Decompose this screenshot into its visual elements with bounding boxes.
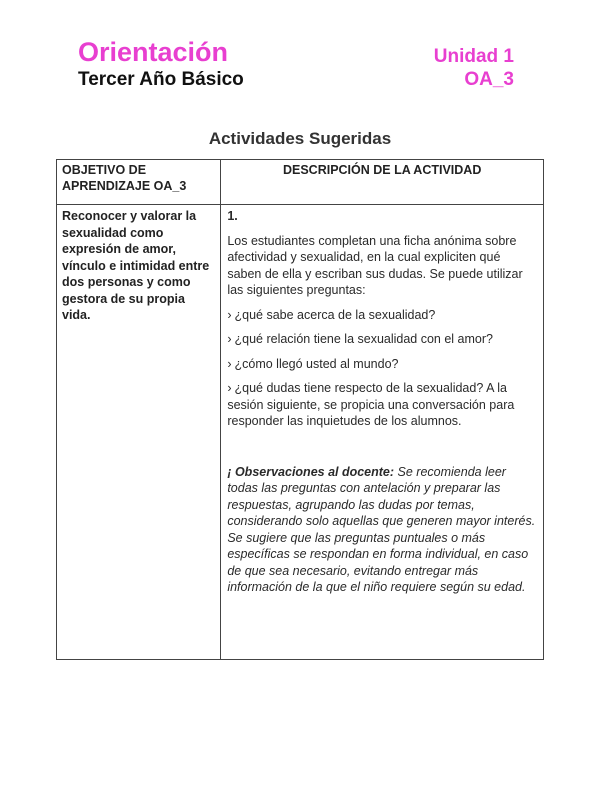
question-item <box>227 331 537 348</box>
chevron-right-icon: › <box>227 332 232 346</box>
question-text: ¿qué dudas tiene respecto de la sexualidad? A la sesión siguiente, se propicia una conversación para responder las inquietudes de los alumnos. <box>227 381 515 428</box>
observations-text: Se recomienda leer todas las preguntas con antelación y preparar las respuestas, agrupando las dudas por temas, considerando solo aquellas que generen mayor interés. Se sugiere que las preguntas puntuales o más específicas se respondan en forma individual, en caso de que sea necesario, evitando entregar más información de la que el niño requiere según su edad. <box>227 464 536 594</box>
teacher-observations <box>227 464 537 596</box>
question-text: ¿qué relación tiene la sexualidad con el amor? <box>234 332 493 346</box>
question-item <box>227 380 537 430</box>
activity-number: 1. <box>227 209 238 223</box>
page-subtitle: Tercer Año Básico <box>78 69 244 90</box>
unit-label: Unidad 1 <box>433 46 514 67</box>
table-header-row <box>57 160 544 205</box>
header-objective: OBJETIVO DE APRENDIZAJE OA_3 <box>57 160 221 205</box>
header-description: DESCRIPCIÓN DE LA ACTIVIDAD <box>221 160 544 205</box>
question-text: ¿qué sabe acerca de la sexualidad? <box>234 307 436 322</box>
question-item <box>227 307 537 324</box>
activity-intro: Los estudiantes completan una ficha anónima sobre afectividad y sexualidad, en la cual expliciten qué saben de ella y escriban sus dudas. Se puede utilizar las siguientes preguntas: <box>227 233 523 297</box>
chevron-right-icon: › <box>227 356 232 371</box>
page-title: Orientación <box>78 37 229 67</box>
question-item <box>227 356 537 373</box>
objective-cell: Reconocer y valorar la sexualidad como expresión de amor, vínculo e intimidad entre dos personas y como gestora de su propia vida. <box>57 205 221 660</box>
question-text: ¿cómo llegó usted al mundo? <box>234 356 399 371</box>
activities-table <box>56 159 544 660</box>
chevron-right-icon: › <box>227 381 232 395</box>
table-row <box>57 205 544 660</box>
oa-label: OA_3 <box>464 69 514 90</box>
observations-label: ¡ Observaciones al docente: <box>227 464 395 479</box>
section-heading: Actividades Sugeridas <box>208 129 392 148</box>
description-cell <box>221 205 544 660</box>
chevron-right-icon: › <box>227 307 232 322</box>
